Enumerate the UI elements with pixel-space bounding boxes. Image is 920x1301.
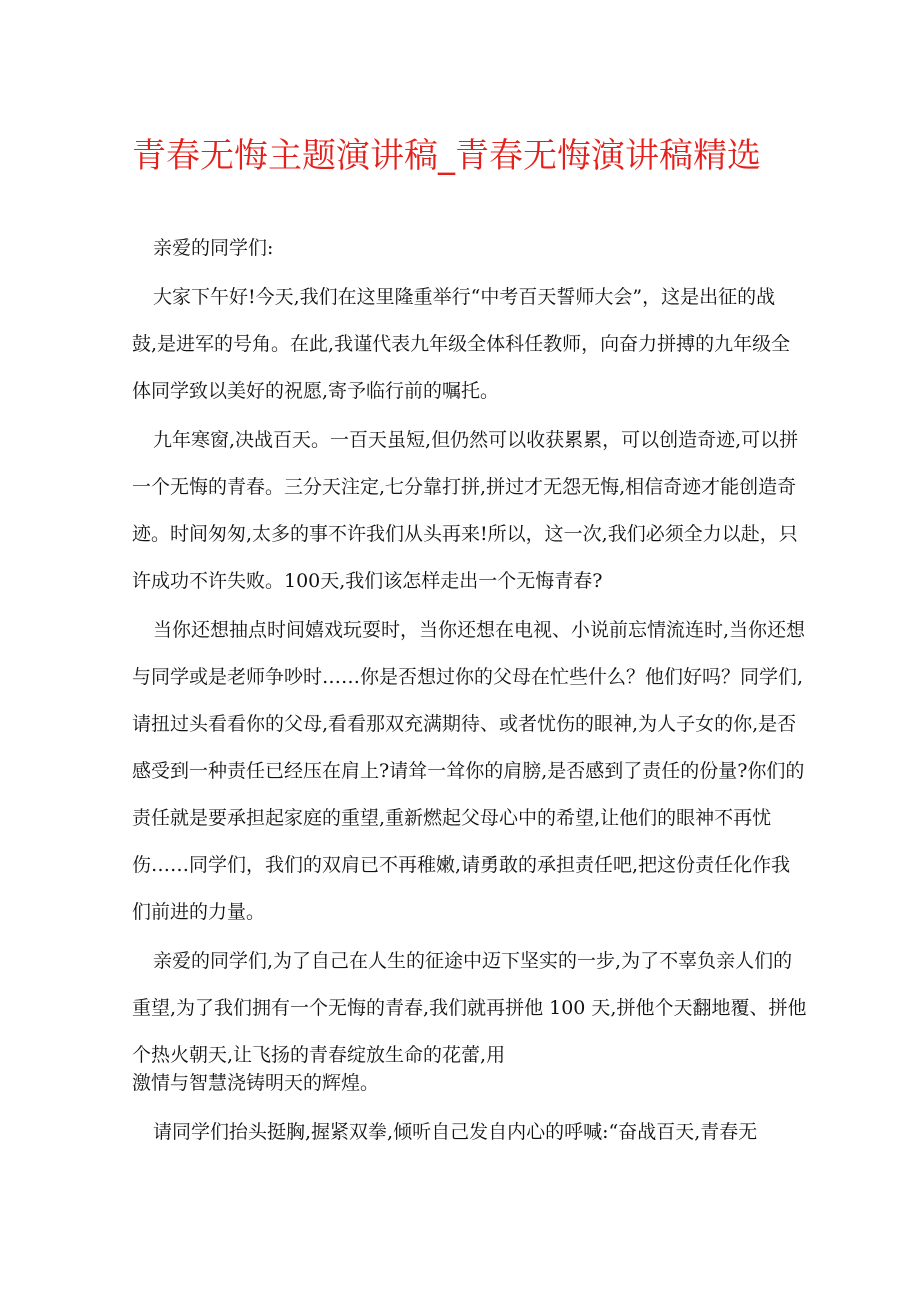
salutation-line: 亲爱的同学们: <box>153 237 274 259</box>
paragraph-3-line-1: 当你还想抽点时间嬉戏玩耍时，当你还想在电视、小说前忘情流连时,当你还想 <box>153 619 806 641</box>
paragraph-4-line-2: 重望,为了我们拥有一个无悔的青春,我们就再拼他 100 天,拼他个天翻地覆、拼他 <box>132 997 807 1019</box>
paragraph-2-line-4: 许成功不许失败。100天,我们该怎样走出一个无悔青春? <box>132 570 603 592</box>
paragraph-2-line-2: 一个无悔的青春。三分天注定,七分靠打拼,拼过才无怨无悔,相信奇迹才能创造奇 <box>132 476 797 498</box>
paragraph-2-line-3: 迹。时间匆匆,太多的事不许我们从头再来!所以，这一次,我们必须全力以赴，只 <box>132 523 798 545</box>
paragraph-3-line-7: 们前进的力量。 <box>132 901 266 923</box>
paragraph-4-line-4: 激情与智慧浇铸明天的辉煌。 <box>132 1072 380 1094</box>
document-title: 青春无悔主题演讲稿_青春无悔演讲稿精选 <box>132 136 761 176</box>
paragraph-4-line-3: 个热火朝天,让飞扬的青春绽放生命的花蕾,用 <box>132 1044 506 1066</box>
paragraph-3-line-3: 请扭过头看看你的父母,看看那双充满期待、或者忧伤的眼神,为人子女的你,是否 <box>132 713 797 735</box>
paragraph-1-line-1: 大家下午好!今天,我们在这里隆重举行“中考百天誓师大会”，这是出征的战 <box>153 286 776 308</box>
paragraph-3-line-6: 伤……同学们，我们的双肩已不再稚嫩,请勇敢的承担责任吧,把这份责任化作我 <box>132 854 791 876</box>
paragraph-3-line-4: 感受到一种责任已经压在肩上?请耸一耸你的肩膀,是否感到了责任的份量?你们的 <box>132 760 805 782</box>
paragraph-3-line-5: 责任就是要承担起家庭的重望,重新燃起父母心中的希望,让他们的眼神不再忧 <box>132 807 772 829</box>
paragraph-3-line-2: 与同学或是老师争吵时……你是否想过你的父母在忙些什么？他们好吗？同学们, <box>132 666 804 688</box>
paragraph-4-line-1: 亲爱的同学们,为了自己在人生的征途中迈下坚实的一步,为了不辜负亲人们的 <box>153 950 793 972</box>
paragraph-5-line-1: 请同学们抬头挺胸,握紧双拳,倾听自己发自内心的呼喊:“奋战百天,青春无 <box>153 1121 758 1143</box>
paragraph-2-line-1: 九年寒窗,决战百天。一百天虽短,但仍然可以收获累累，可以创造奇迹,可以拼 <box>153 429 799 451</box>
paragraph-1-line-3: 体同学致以美好的祝愿,寄予临行前的嘱托。 <box>132 380 500 402</box>
paragraph-1-line-2: 鼓,是进军的号角。在此,我谨代表九年级全体科任教师，向奋力拼搏的九年级全 <box>132 333 791 355</box>
